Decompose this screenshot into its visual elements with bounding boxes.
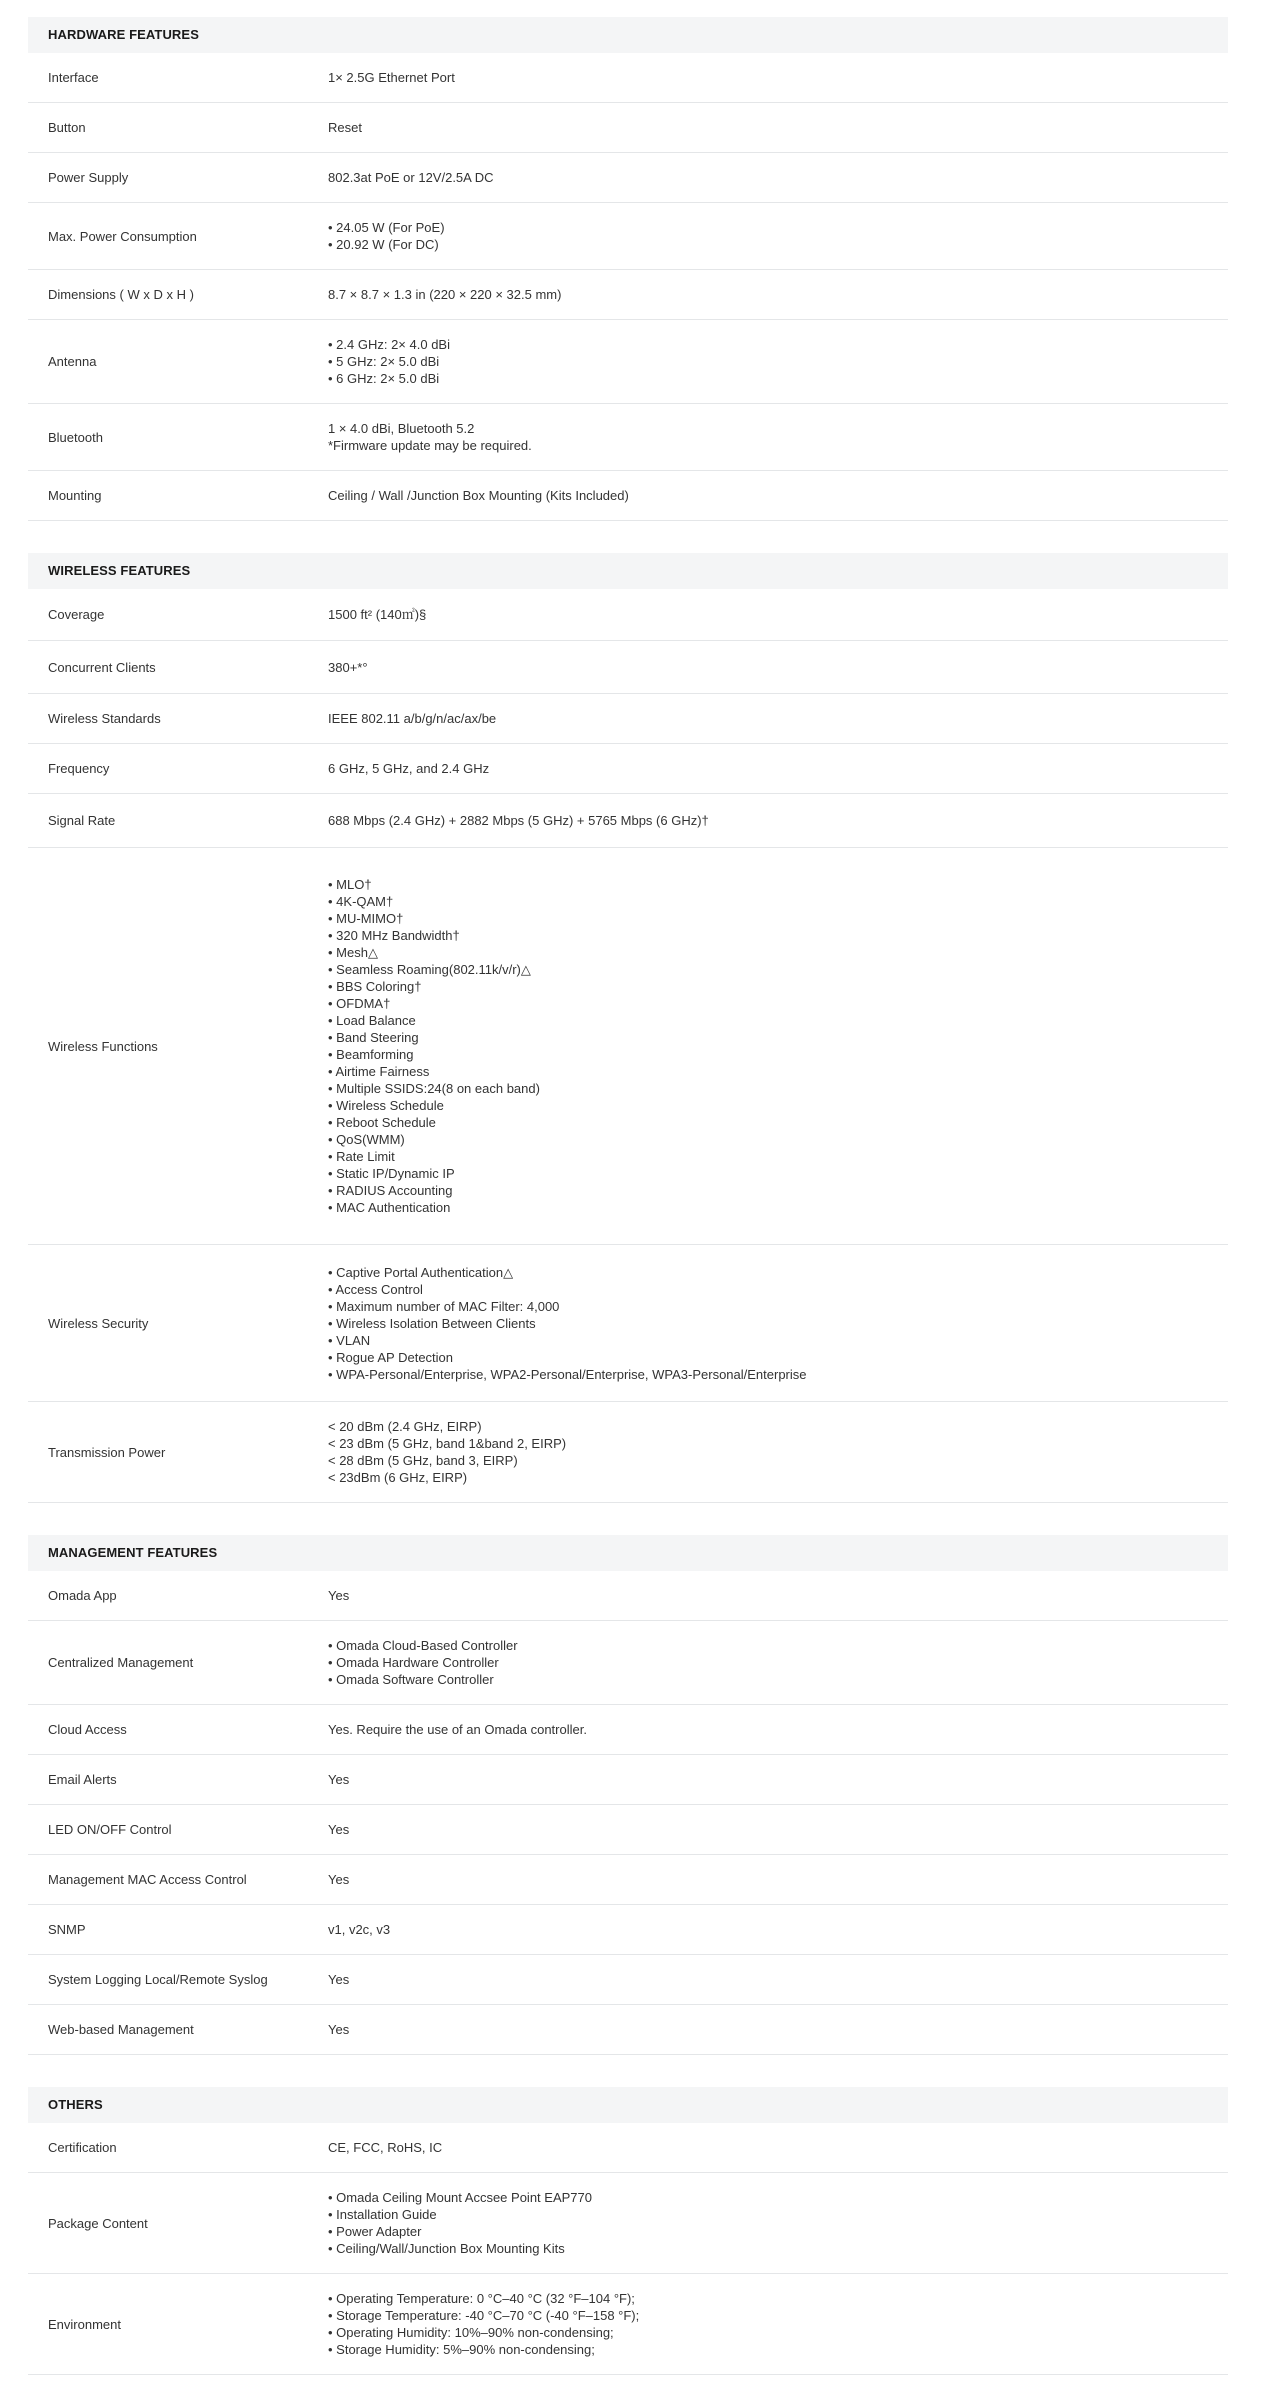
spec-value-line: • MU-MIMO† xyxy=(328,911,404,926)
spec-section xyxy=(28,17,1228,521)
spec-value-line: • Storage Temperature: -40 °C–70 °C (-40 °F–158 °F); xyxy=(328,2308,640,2323)
spec-value-line: • VLAN xyxy=(328,1332,371,1348)
spec-value-line: v1, v2c, v3 xyxy=(328,1922,391,1937)
spec-row xyxy=(28,270,1228,320)
spec-row xyxy=(28,1705,1228,1755)
spec-row xyxy=(28,1905,1228,1955)
spec-row xyxy=(28,471,1228,521)
spec-row xyxy=(28,1805,1228,1855)
spec-value-line: • Seamless Roaming(802.11k/v/r)△ xyxy=(328,962,531,977)
spec-value xyxy=(328,1971,1228,1988)
spec-value xyxy=(328,1871,1228,1888)
spec-value-line: • Airtime Fairness xyxy=(328,1064,430,1079)
section-header: HARDWARE FEATURES xyxy=(28,17,1228,53)
spec-label: Frequency xyxy=(48,761,110,776)
spec-label: SNMP xyxy=(48,1922,86,1937)
spec-label: Environment xyxy=(48,2316,121,2332)
spec-value-line: Yes xyxy=(328,1872,350,1887)
spec-value-line: • RADIUS Accounting xyxy=(328,1183,453,1198)
spec-value-line: < 23 dBm (5 GHz, band 1&band 2, EIRP) xyxy=(328,1436,567,1451)
spec-value-line: • Reboot Schedule xyxy=(328,1115,436,1130)
spec-value-line: • Rate Limit xyxy=(328,1149,395,1164)
spec-value-line: *Firmware update may be required. xyxy=(328,438,532,453)
spec-value-line: 1500 ft² (140㎡)§ xyxy=(328,607,427,622)
spec-value-line: Yes. Require the use of an Omada controller. xyxy=(328,1722,587,1737)
spec-row xyxy=(28,589,1228,641)
spec-value-line: 1× 2.5G Ethernet Port xyxy=(328,70,455,85)
spec-value-line: • Static IP/Dynamic IP xyxy=(328,1166,455,1181)
spec-value xyxy=(328,2189,1228,2257)
spec-row xyxy=(28,2123,1228,2173)
section-header: MANAGEMENT FEATURES xyxy=(28,1535,1228,1571)
spec-value-line: • Beamforming xyxy=(328,1047,414,1062)
spec-value xyxy=(328,876,1228,1216)
spec-value xyxy=(328,1587,1228,1604)
spec-value-line: • Rogue AP Detection xyxy=(328,1349,454,1365)
spec-value-line: Ceiling / Wall /Junction Box Mounting (Kits Included) xyxy=(328,488,629,503)
spec-value-line: • 20.92 W (For DC) xyxy=(328,237,439,252)
spec-value-line: < 23dBm (6 GHz, EIRP) xyxy=(328,1470,468,1485)
spec-value-line: IEEE 802.11 a/b/g/n/ac/ax/be xyxy=(328,711,497,726)
spec-label: Power Supply xyxy=(48,170,129,185)
spec-value-line: • 320 MHz Bandwidth† xyxy=(328,928,460,943)
spec-value-line: • Omada Software Controller xyxy=(328,1672,494,1687)
spec-value xyxy=(328,812,1228,829)
spec-value-line: • Mesh△ xyxy=(328,945,378,960)
spec-value xyxy=(328,1264,1228,1383)
spec-value xyxy=(328,119,1228,136)
spec-value-line: 8.7 × 8.7 × 1.3 in (220 × 220 × 32.5 mm) xyxy=(328,287,562,302)
spec-label: Cloud Access xyxy=(48,1722,127,1737)
spec-value-line: • Access Control xyxy=(328,1281,423,1297)
spec-row xyxy=(28,1245,1228,1402)
spec-value xyxy=(328,420,1228,454)
spec-value xyxy=(328,336,1228,387)
specifications-table xyxy=(28,17,1228,2407)
spec-label: Centralized Management xyxy=(48,1655,194,1670)
spec-value-line: CE, FCC, RoHS, IC xyxy=(328,2140,443,2155)
spec-value-line: Yes xyxy=(328,1772,350,1787)
spec-value-line: < 20 dBm (2.4 GHz, EIRP) xyxy=(328,1419,482,1434)
spec-value-line: • Storage Humidity: 5%–90% non-condensing; xyxy=(328,2342,595,2357)
spec-value xyxy=(328,2139,1228,2156)
spec-label: System Logging Local/Remote Syslog xyxy=(48,1972,268,1987)
spec-value-line: • MLO† xyxy=(328,877,372,892)
spec-value-line: • Maximum number of MAC Filter: 4,000 xyxy=(328,1298,560,1314)
spec-section xyxy=(28,1535,1228,2055)
spec-label: Management MAC Access Control xyxy=(48,1872,247,1887)
spec-row xyxy=(28,153,1228,203)
spec-value-line: • 5 GHz: 2× 5.0 dBi xyxy=(328,354,440,369)
spec-row xyxy=(28,2274,1228,2375)
spec-value-line: • Wireless Schedule xyxy=(328,1098,444,1113)
spec-label: Max. Power Consumption xyxy=(48,228,197,244)
spec-value-line: 6 GHz, 5 GHz, and 2.4 GHz xyxy=(328,761,490,776)
spec-value xyxy=(328,1721,1228,1738)
spec-value-line: • 24.05 W (For PoE) xyxy=(328,220,445,235)
spec-value-line: • WPA-Personal/Enterprise, WPA2-Personal/Enterprise, WPA3-Personal/Enterprise xyxy=(328,1366,807,1382)
spec-value-line: • Operating Temperature: 0 °C–40 °C (32 °F–104 °F); xyxy=(328,2291,635,2306)
spec-value-line: • Load Balance xyxy=(328,1013,416,1028)
spec-value-line: • Wireless Isolation Between Clients xyxy=(328,1315,536,1331)
spec-value-line: 688 Mbps (2.4 GHz) + 2882 Mbps (5 GHz) + 5765 Mbps (6 GHz)† xyxy=(328,813,709,828)
spec-row xyxy=(28,1955,1228,2005)
spec-value xyxy=(328,1771,1228,1788)
spec-value-line: 380+*° xyxy=(328,659,368,675)
spec-section xyxy=(28,553,1228,1503)
spec-value-line: • Captive Portal Authentication△ xyxy=(328,1264,514,1280)
spec-value-line: • Omada Ceiling Mount Accsee Point EAP770 xyxy=(328,2190,592,2205)
spec-label: Antenna xyxy=(48,354,97,369)
spec-row xyxy=(28,744,1228,794)
spec-row xyxy=(28,203,1228,270)
spec-value-line: • Installation Guide xyxy=(328,2207,437,2222)
spec-value-line: • QoS(WMM) xyxy=(328,1132,405,1147)
spec-label: Wireless Functions xyxy=(48,1038,158,1054)
spec-row xyxy=(28,1621,1228,1705)
spec-value-line: • 4K-QAM† xyxy=(328,894,394,909)
spec-value-line: • 2.4 GHz: 2× 4.0 dBi xyxy=(328,337,450,352)
spec-row xyxy=(28,641,1228,694)
spec-label: Coverage xyxy=(48,607,105,622)
spec-label: Web-based Management xyxy=(48,2022,194,2037)
spec-value xyxy=(328,1418,1228,1486)
spec-label: Omada App xyxy=(48,1588,117,1603)
section-header: WIRELESS FEATURES xyxy=(28,553,1228,589)
spec-value xyxy=(328,1821,1228,1838)
spec-row xyxy=(28,320,1228,404)
spec-label: Wireless Standards xyxy=(48,711,161,726)
spec-value xyxy=(328,169,1228,186)
spec-label: Signal Rate xyxy=(48,813,116,828)
spec-value xyxy=(328,2021,1228,2038)
spec-value xyxy=(328,2290,1228,2358)
spec-value xyxy=(328,219,1228,253)
spec-row xyxy=(28,404,1228,471)
spec-label: Certification xyxy=(48,2140,117,2155)
spec-value xyxy=(328,1637,1228,1688)
spec-row xyxy=(28,848,1228,1245)
spec-value xyxy=(328,659,1228,676)
spec-value-line: • Band Steering xyxy=(328,1030,419,1045)
spec-value-line: • 6 GHz: 2× 5.0 dBi xyxy=(328,371,440,386)
spec-label: Package Content xyxy=(48,2215,148,2231)
spec-value-line: < 28 dBm (5 GHz, band 3, EIRP) xyxy=(328,1453,518,1468)
spec-value xyxy=(328,286,1228,303)
spec-value xyxy=(328,69,1228,86)
spec-label: Email Alerts xyxy=(48,1772,117,1787)
spec-label: Wireless Security xyxy=(48,1315,149,1331)
spec-value-line: Yes xyxy=(328,1822,350,1837)
spec-value-line: • Omada Hardware Controller xyxy=(328,1655,499,1670)
spec-row xyxy=(28,53,1228,103)
spec-value-line: Reset xyxy=(328,120,362,135)
spec-value-line: • OFDMA† xyxy=(328,996,391,1011)
spec-row xyxy=(28,2005,1228,2055)
spec-value-line: • Power Adapter xyxy=(328,2224,422,2239)
spec-value-line: • Operating Humidity: 10%–90% non-condensing; xyxy=(328,2325,614,2340)
spec-value-line: • Omada Cloud-Based Controller xyxy=(328,1638,518,1653)
spec-label: Transmission Power xyxy=(48,1444,166,1460)
spec-label: Button xyxy=(48,120,86,135)
spec-row xyxy=(28,1402,1228,1503)
spec-value xyxy=(328,606,1228,623)
spec-row xyxy=(28,103,1228,153)
spec-label: Bluetooth xyxy=(48,429,103,445)
spec-label: Interface xyxy=(48,70,99,85)
spec-value-line: Yes xyxy=(328,1588,350,1603)
spec-value-line: 802.3at PoE or 12V/2.5A DC xyxy=(328,170,494,185)
spec-value-line: • MAC Authentication xyxy=(328,1200,451,1215)
spec-value xyxy=(328,487,1228,504)
spec-row xyxy=(28,1571,1228,1621)
section-header: OTHERS xyxy=(28,2087,1228,2123)
spec-value-line: • BBS Coloring† xyxy=(328,979,422,994)
spec-row xyxy=(28,794,1228,848)
spec-row xyxy=(28,1755,1228,1805)
spec-value-line: Yes xyxy=(328,2022,350,2037)
spec-row xyxy=(28,2173,1228,2274)
spec-value-line: 1 × 4.0 dBi, Bluetooth 5.2 xyxy=(328,421,475,436)
spec-row xyxy=(28,1855,1228,1905)
spec-label: Mounting xyxy=(48,488,102,503)
spec-value xyxy=(328,710,1228,727)
spec-label: Concurrent Clients xyxy=(48,659,156,675)
spec-label: LED ON/OFF Control xyxy=(48,1822,172,1837)
spec-section xyxy=(28,2087,1228,2375)
spec-value-line: Yes xyxy=(328,1972,350,1987)
spec-value xyxy=(328,760,1228,777)
spec-value-line: • Multiple SSIDS:24(8 on each band) xyxy=(328,1081,540,1096)
spec-label: Dimensions ( W x D x H ) xyxy=(48,287,194,302)
spec-value-line: • Ceiling/Wall/Junction Box Mounting Kits xyxy=(328,2241,565,2256)
spec-row xyxy=(28,694,1228,744)
spec-value xyxy=(328,1921,1228,1938)
